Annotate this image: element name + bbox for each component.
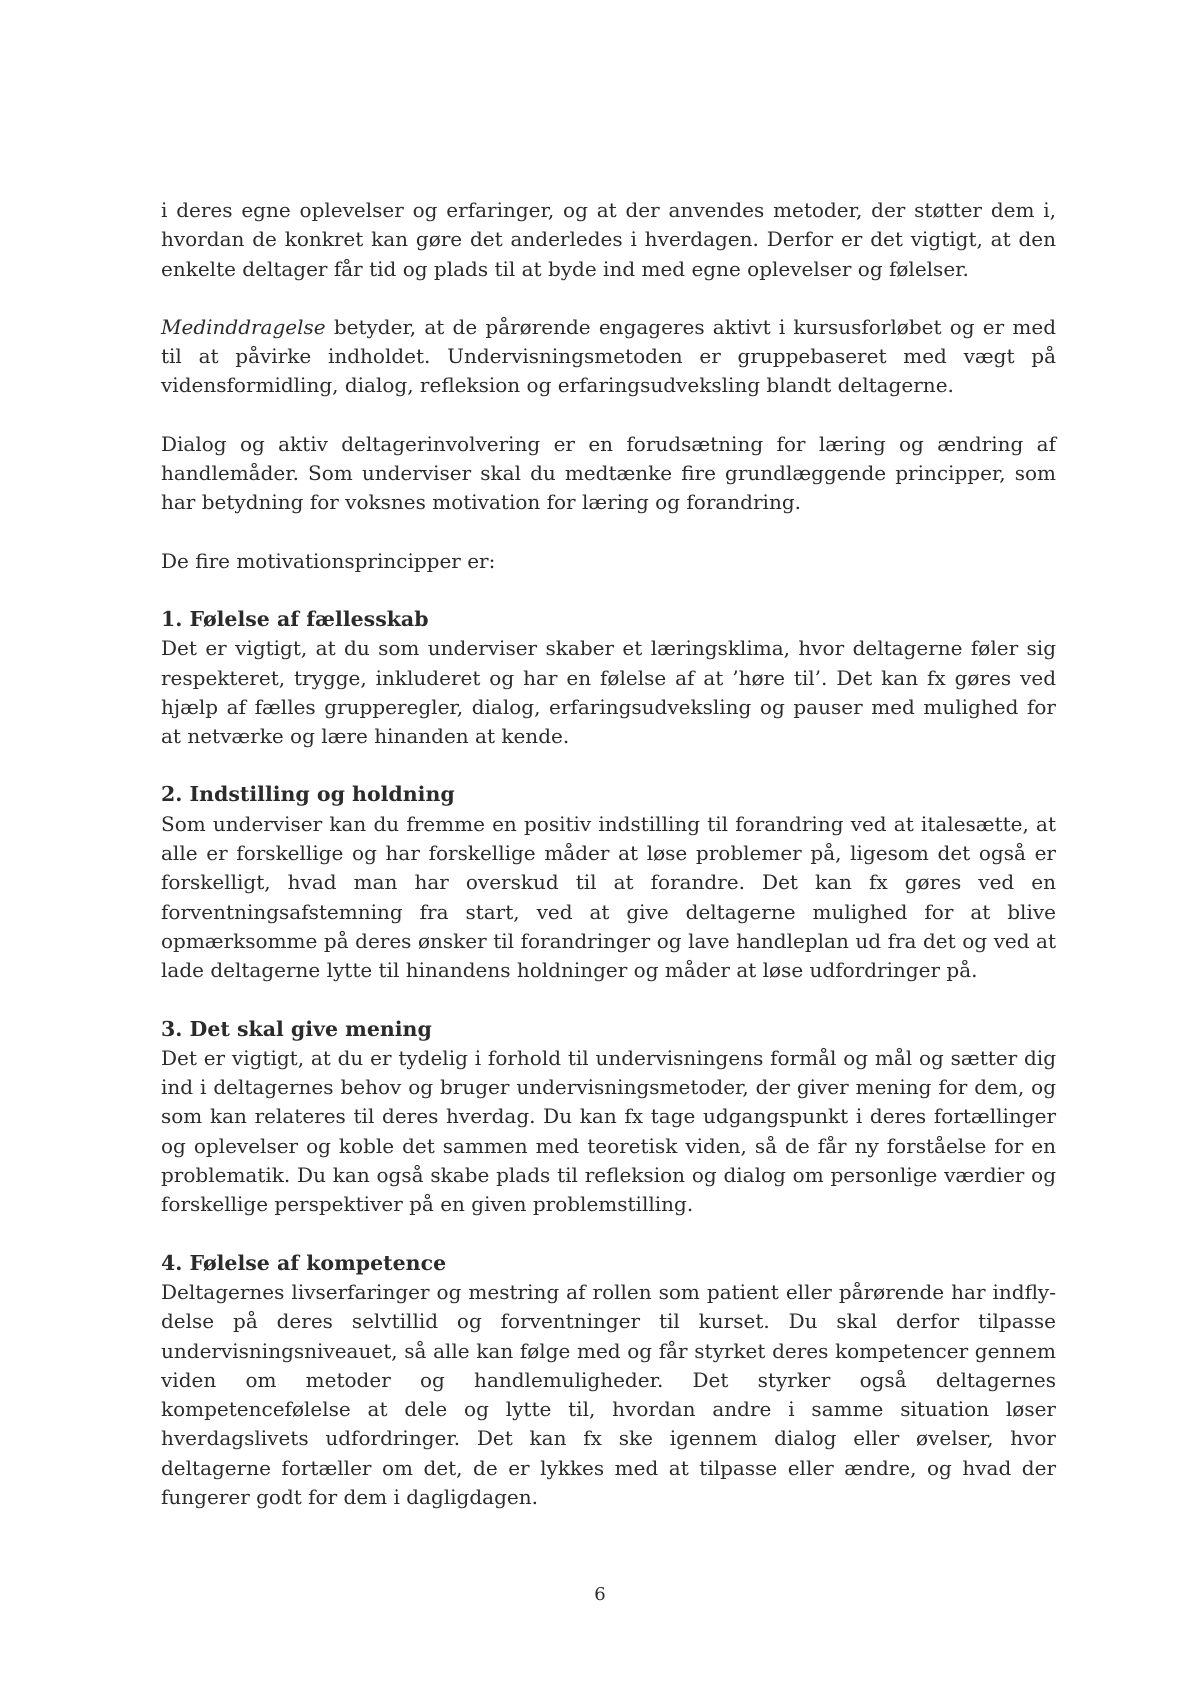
section-heading: 3. Det skal give mening [161, 1016, 432, 1041]
paragraph-principles-intro: De fire motivationsprincipper er: [161, 548, 496, 573]
section-1 [161, 605, 1056, 751]
paragraph-dialog: Dialog og aktiv deltagerinvolvering er en forudsætning for læring og ændring af handlemåder. Som underviser skal du medtænke fire grundlæggende principper, som har betydning for voksnes motivation for læring og forandring. [161, 431, 1056, 515]
page-body [161, 196, 1056, 1541]
section-body: Det er vigtigt, at du som underviser skaber et læringsklima, hvor deltagerne føler sig respekteret, trygge, inkluderet og har en følelse af at ’høre til’. Det kan fx gøres ved hjælp af fælles grupperegler, dialog, erfaringsudveksling og pauser med mulighed for at netværke og lære hinanden at kende. [161, 636, 1056, 749]
emphasis-term: Medinddragelse [161, 314, 326, 339]
section-body: Deltagernes livserfaringer og mestring af rollen som patient eller pårørende har indflydelse på deres selvtillid og forventninger til kurset. Du skal derfor tilpasse undervisningsniveauet, så alle kan følge med og får styrket deres kompetencer gennem viden om metoder og handlemuligheder. Det styrker også deltagernes kompetencefølelse at dele og lytte til, hvordan andre i samme situation løser hverdagslivets udfordringer. Det kan fx ske igennem dialog eller øvelser, hvor deltagerne fortæller om det, de er lykkes med at tilpasse eller ændre, og hvad der fungerer godt for dem i dagligdagen. [161, 1279, 1056, 1509]
section-2 [161, 780, 1056, 985]
paragraph-intro: i deres egne oplevelser og erfaringer, og at der anvendes metoder, der støtter dem i, hvordan de konkret kan gøre det anderledes i hverdagen. Derfor er det vigtigt, at den enkelte deltager får tid og plads til at byde ind med egne oplevelser og følelser. [161, 198, 1056, 281]
section-heading: 1. Følelse af fællesskab [161, 606, 429, 631]
section-heading: 4. Følelse af kompetence [161, 1250, 447, 1275]
section-heading: 2. Indstilling og holdning [161, 782, 455, 807]
paragraph-medinddragelse [161, 313, 1056, 401]
paragraph-medinddragelse-text: betyder, at de pårørende engageres aktivt i kursusforløbet og er med til at påvirke indholdet. Undervisningsmetoden er gruppebaseret med vægt på vidensformidling, dialog, refleksion og erfaringsudveksling blandt deltagerne. [161, 314, 1056, 398]
section-body: Det er vigtigt, at du er tydelig i forhold til undervisningens formål og mål og sætter dig ind i deltagernes behov og bruger undervisningsmetoder, der giver mening for dem, og som kan relateres til deres hverdag. Du kan fx tage udgangspunkt i deres fortællinger og oplevelser og koble det sammen med teoretisk viden, så de får ny forståelse for en problematik. Du kan også skabe plads til refleksion og dialog om personlige værdier og forskellige perspektiver på en given problemstilling. [161, 1045, 1056, 1217]
page-number: 6 [594, 1584, 606, 1605]
section-4 [161, 1249, 1056, 1513]
section-body: Som underviser kan du fremme en positiv indstilling til forandring ved at italesætte, at alle er forskellige og har forskellige måder at løse problemer på, ligesom det også er forskelligt, hvad man har overskud til at forandre. Det kan fx gøres ved en forventningsafstemning fra start, ved at give deltagerne mulighed for at blive opmærksomme på deres ønsker til forandringer og lave handleplan ud fra det og ved at lade deltagerne lytte til hinandens holdninger og måder at løse udfordringer på. [161, 811, 1056, 983]
section-3 [161, 1015, 1056, 1220]
